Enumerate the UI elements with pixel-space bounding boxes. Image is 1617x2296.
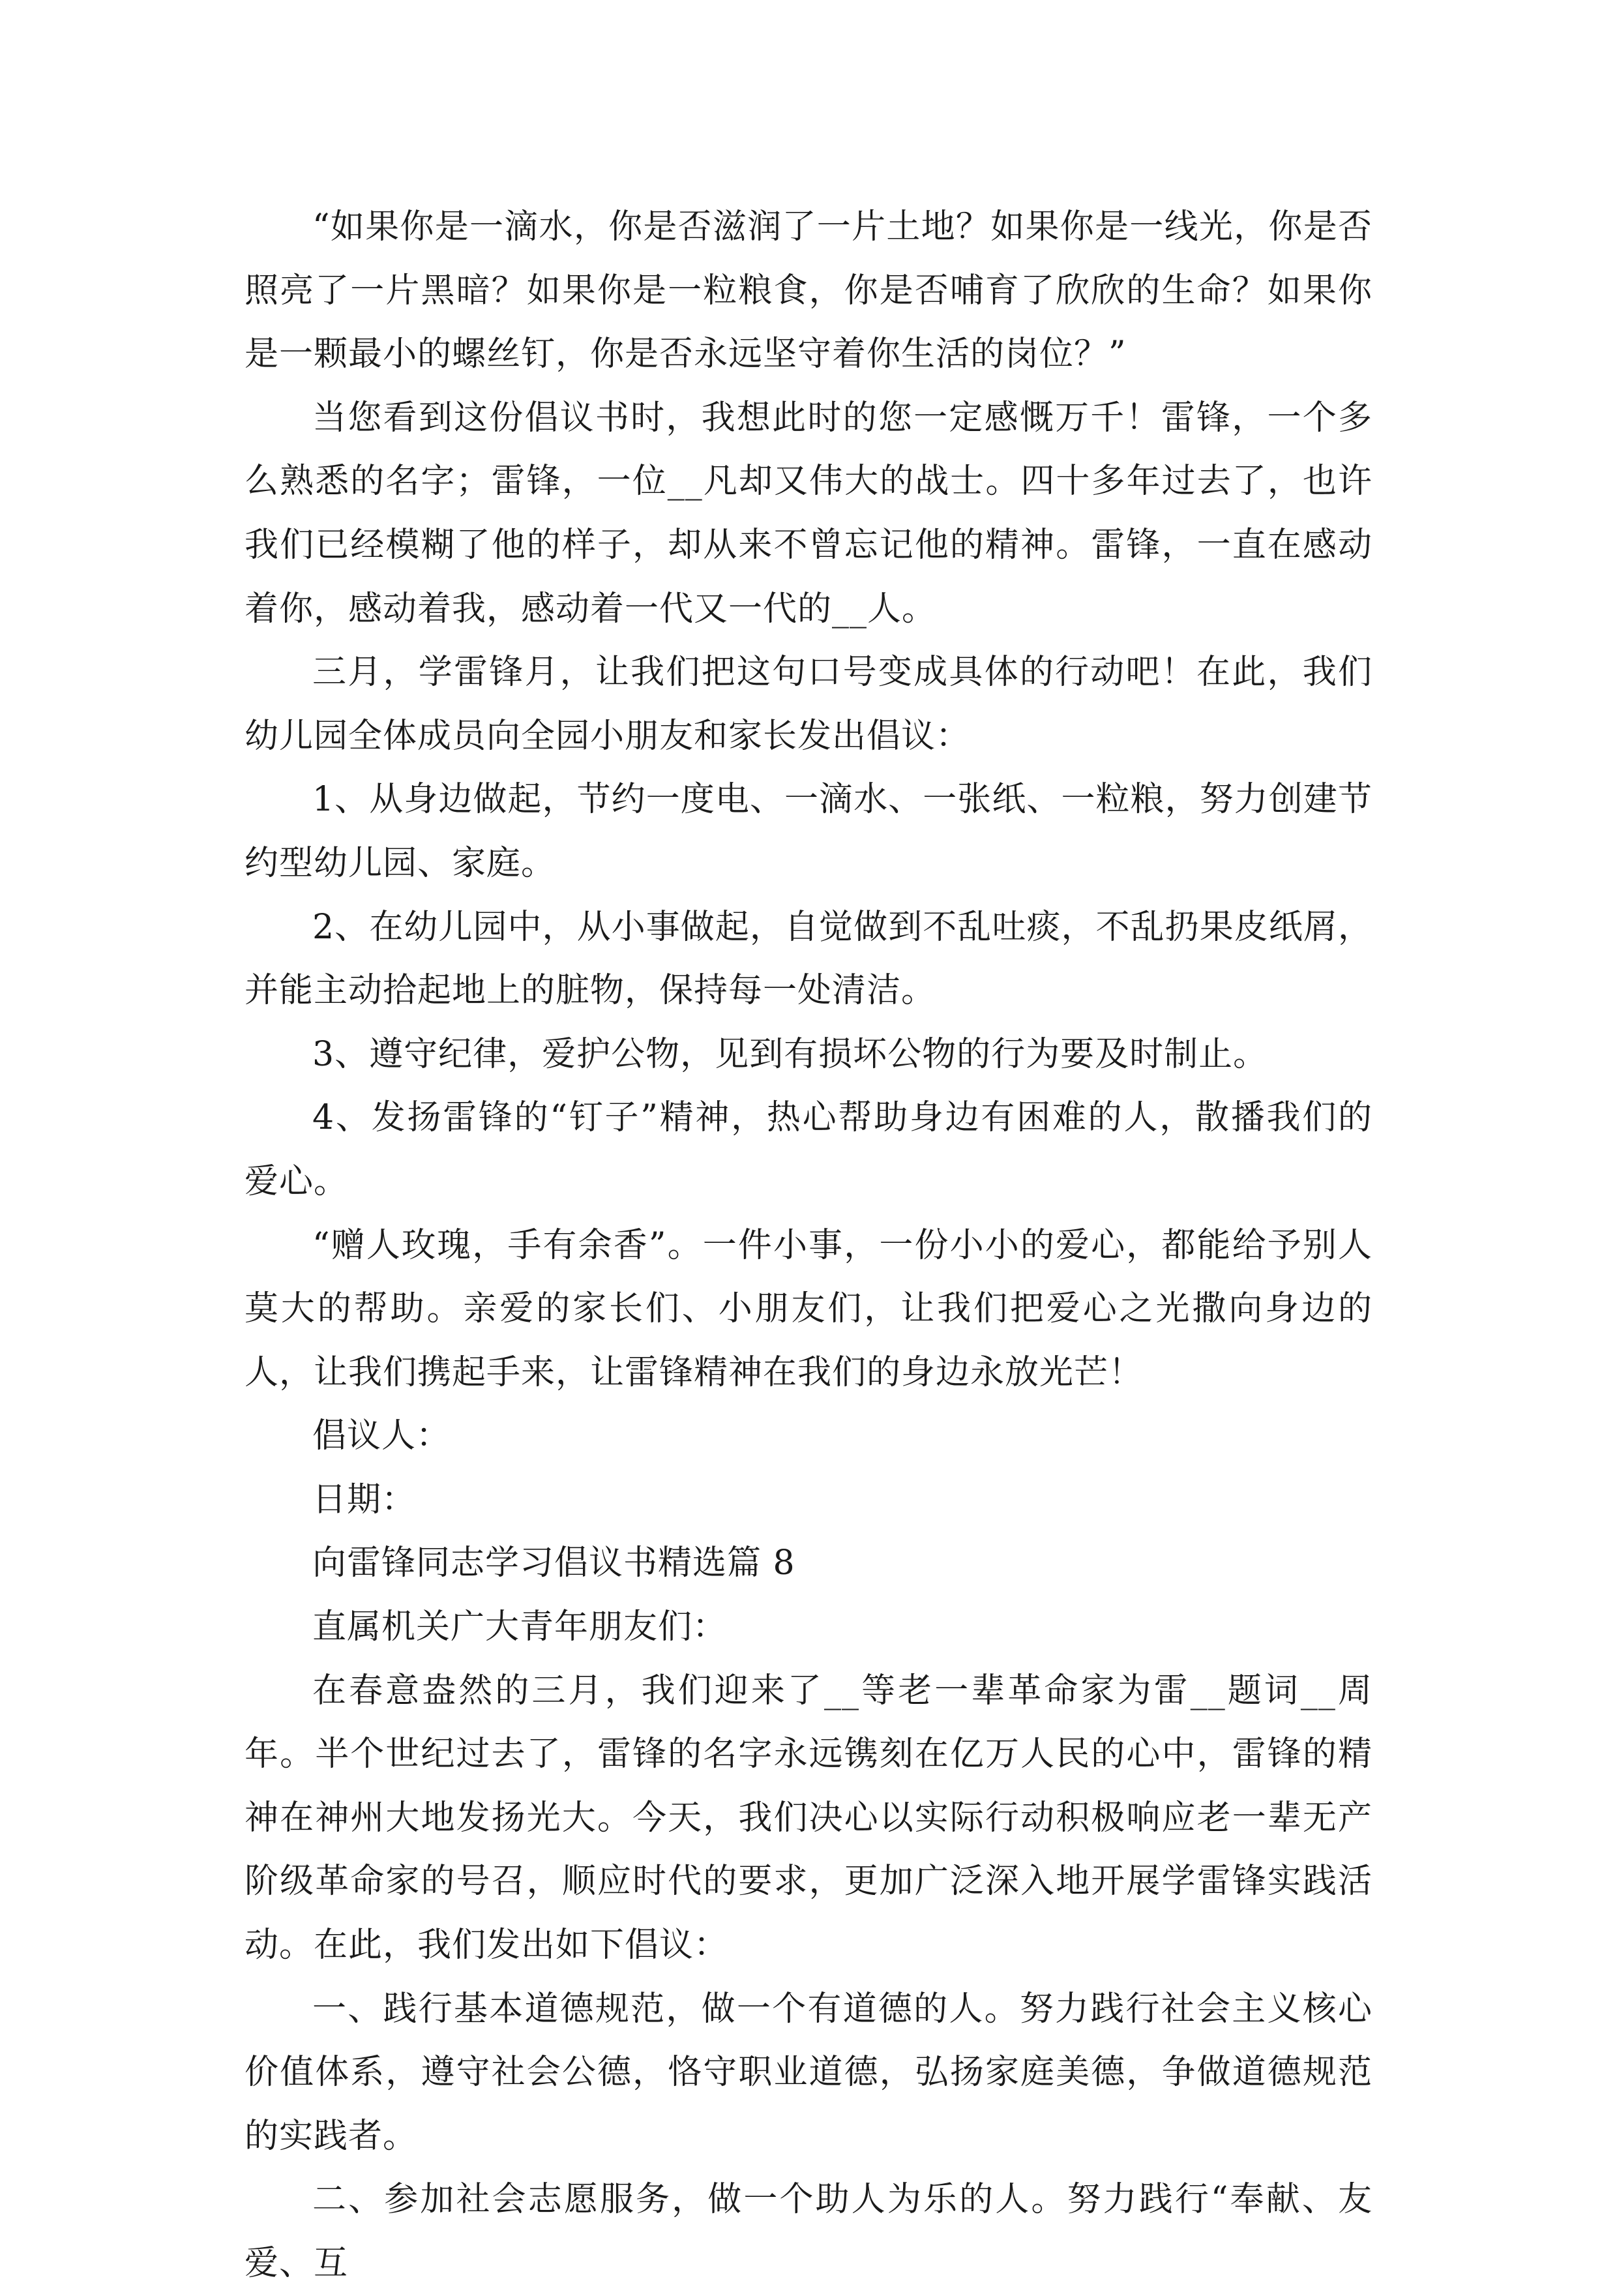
document-body <box>245 196 1372 2296</box>
proposal-item-2: 二、参加社会志愿服务，做一个助人为乐的人。努力践行“奉献、友爱、互 <box>245 2180 1372 2283</box>
list-item-2: 2、在幼儿园中，从小事做起，自觉做到不乱吐痰，不乱扔果皮纸屑，并能主动拾起地上的脏物，保持每一处清洁。 <box>245 907 1372 1011</box>
date-label: 日期： <box>312 1480 417 1519</box>
proposal-item-1: 一、践行基本道德规范，做一个有道德的人。努力践行社会主义核心价值体系，遵守社会公德，恪守职业道德，弘扬家庭美德，争做道德规范的实践者。 <box>245 1989 1372 2156</box>
paragraph-quote: “如果你是一滴水，你是否滋润了一片土地？如果你是一线光，你是否照亮了一片黑暗？如果你是一粒粮食，你是否哺育了欣欣的生命？如果你是一颗最小的螺丝钉，你是否永远坚守着你生活的岗位？” <box>245 207 1372 374</box>
paragraph-march-call: 三月，学雷锋月，让我们把这句口号变成具体的行动吧！在此，我们幼儿园全体成员向全园小朋友和家长发出倡议： <box>245 653 1372 756</box>
list-item-4: 4、发扬雷锋的“钉子”精神，热心帮助身边有困难的人，散播我们的爱心。 <box>245 1098 1372 1201</box>
paragraph-intro: 当您看到这份倡议书时，我想此时的您一定感慨万千！雷锋，一个多么熟悉的名字；雷锋，一位__凡却又伟大的战士。四十多年过去了，也许我们已经模糊了他的样子，却从来不曾忘记他的精神。雷锋，一直在感动着你，感动着我，感动着一代又一代的__人。 <box>245 398 1372 629</box>
initiator-label: 倡议人： <box>312 1416 451 1456</box>
salutation: 直属机关广大青年朋友们： <box>312 1607 728 1647</box>
paragraph-closing: “赠人玫瑰，手有余香”。一件小事，一份小小的爱心，都能给予别人莫大的帮助。亲爱的家长们、小朋友们，让我们把爱心之光撒向身边的人，让我们携起手来，让雷锋精神在我们的身边永放光芒！ <box>245 1225 1372 1392</box>
list-item-3: 3、遵守纪律，爱护公物，见到有损坏公物的行为要及时制止。 <box>312 1034 1268 1074</box>
paragraph-spring: 在春意盎然的三月，我们迎来了__等老一辈革命家为雷__题词__周年。半个世纪过去了，雷锋的名字永远镌刻在亿万人民的心中，雷锋的精神在神州大地发扬光大。今天，我们决心以实际行动积极响应老一辈无产阶级革命家的号召，顺应时代的要求，更加广泛深入地开展学雷锋实践活动。在此，我们发出如下倡议： <box>245 1671 1372 1965</box>
list-item-1: 1、从身边做起，节约一度电、一滴水、一张纸、一粒粮，努力创建节约型幼儿园、家庭。 <box>245 780 1372 883</box>
section-title: 向雷锋同志学习倡议书精选篇 8 <box>312 1543 795 1583</box>
